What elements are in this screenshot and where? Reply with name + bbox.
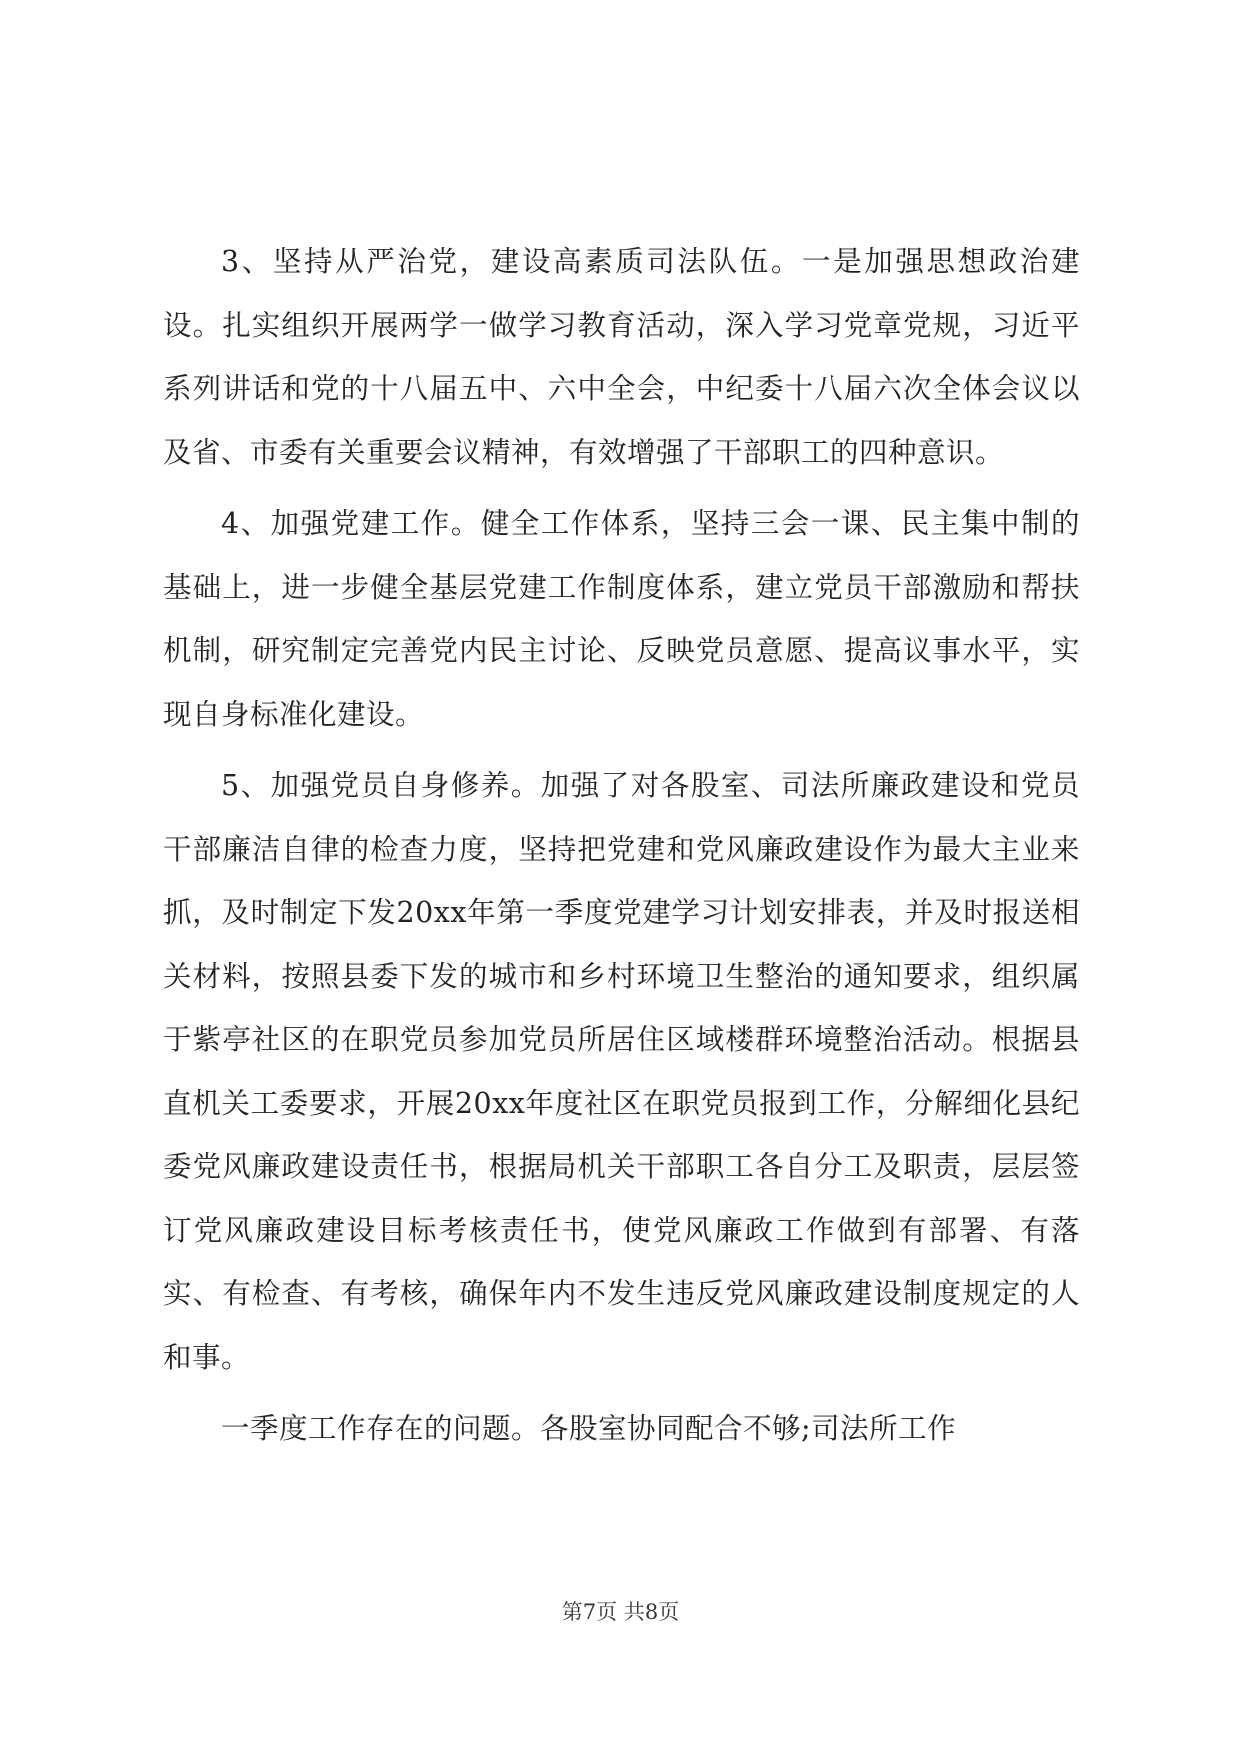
- paragraph-problems: 一季度工作存在的问题。各股室协同配合不够;司法所工作: [221, 1412, 957, 1445]
- paragraph-party-building: 4、加强党建工作。健全工作体系，坚持三会一课、民主集中制的基础上，进一步健全基层党建工作制度体系，建立党员干部激励和帮扶机制，研究制定完善党内民主讨论、反映党员意愿、提高议事水平，实现自身标准化建设。: [163, 507, 1080, 731]
- paragraph-party-discipline: 3、坚持从严治党，建设高素质司法队伍。一是加强思想政治建设。扎实组织开展两学一做学习教育活动，深入学习党章党规，习近平系列讲话和党的十八届五中、六中全会，中纪委十八届六次全体会议以及省、市委有关重要会议精神，有效增强了干部职工的四种意识。: [163, 245, 1080, 469]
- page-number-footer: 第7页 共8页: [561, 1600, 680, 1624]
- paragraph-self-cultivation: 5、加强党员自身修养。加强了对各股室、司法所廉政建设和党员干部廉洁自律的检查力度，坚持把党建和党风廉政建设作为最大主业来抓，及时制定下发20xx年第一季度党建学习计划安排表，并及时报送相关材料，按照县委下发的城市和乡村环境卫生整治的通知要求，组织属于紫亭社区的在职党员参加党员所居住区域楼群环境整治活动。根据县直机关工委要求，开展20xx年度社区在职党员报到工作，分解细化县纪委党风廉政建设责任书，根据局机关干部职工各自分工及职责，层层签订党风廉政建设目标考核责任书，使党风廉政工作做到有部署、有落实、有检查、有考核，确保年内不发生违反党风廉政建设制度规定的人和事。: [163, 769, 1080, 1374]
- document-body: [163, 230, 1080, 1469]
